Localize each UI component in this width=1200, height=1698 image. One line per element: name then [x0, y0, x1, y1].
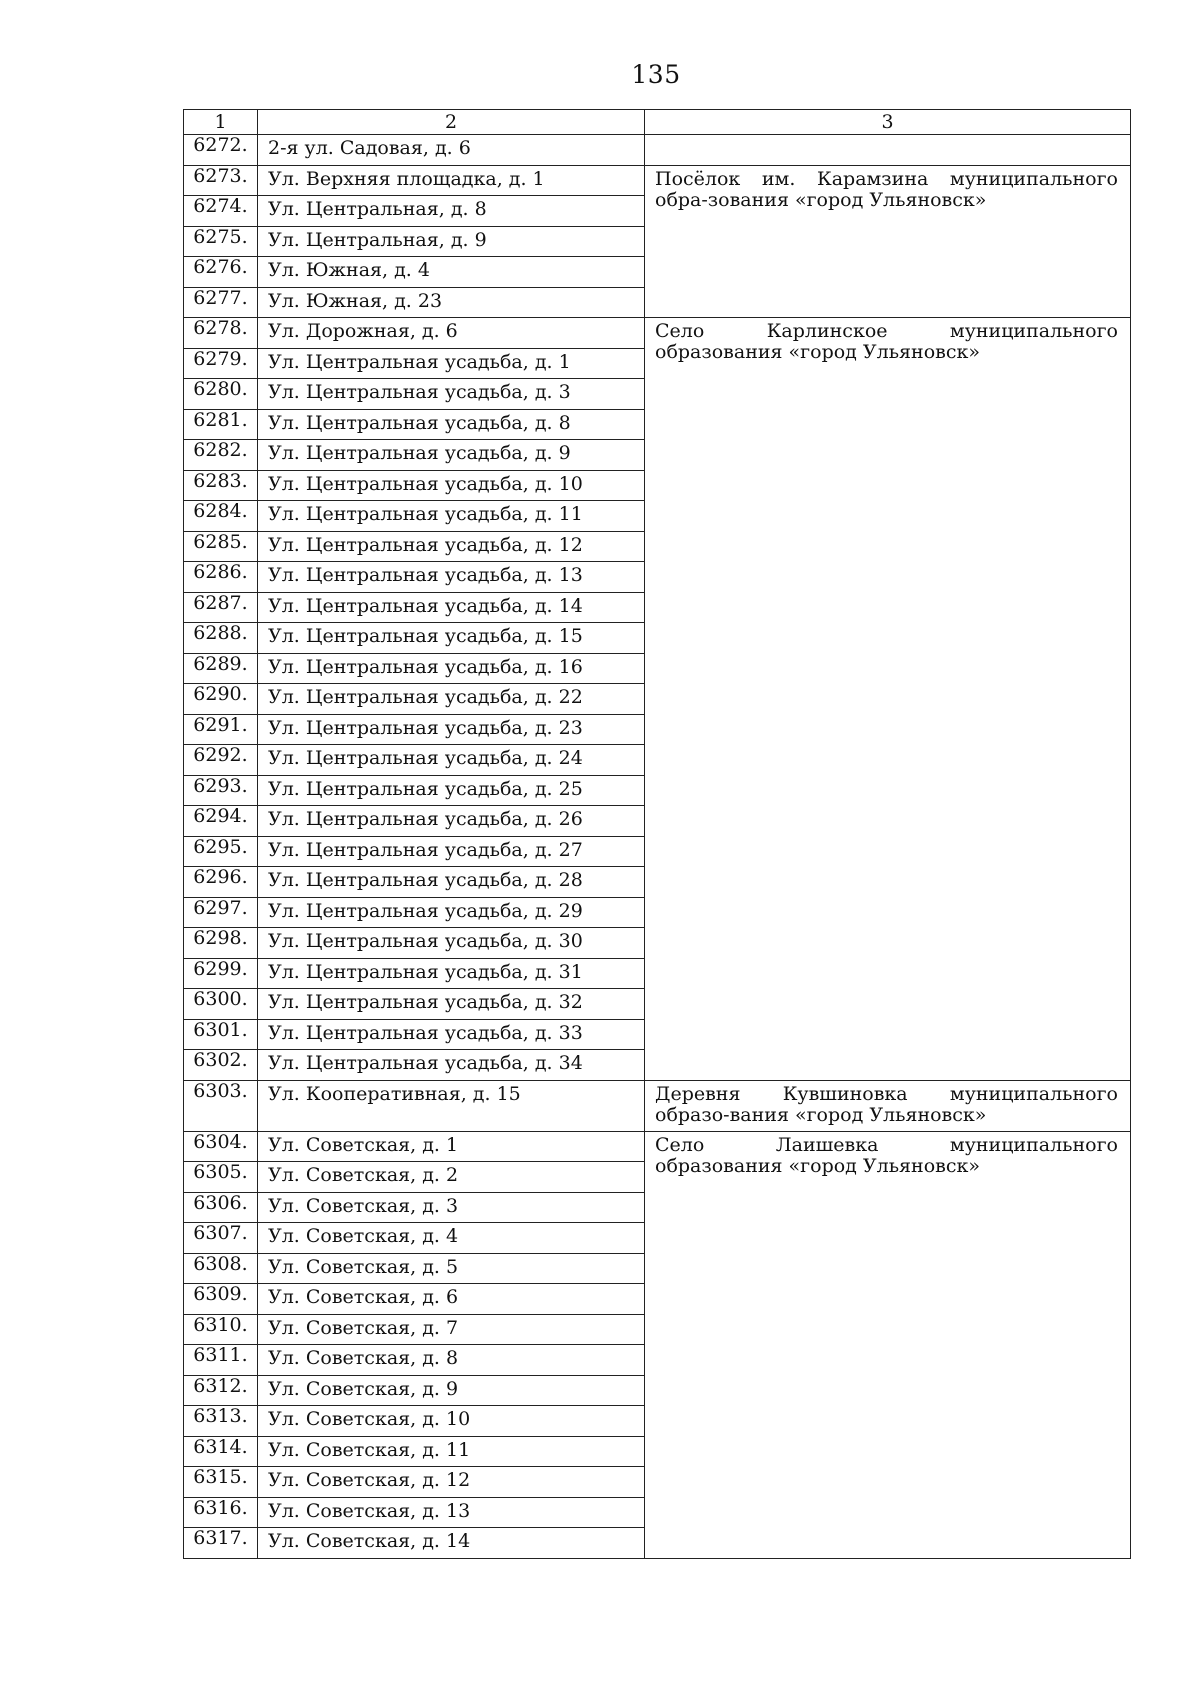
- row-address: Ул. Кооперативная, д. 15: [258, 1080, 645, 1131]
- row-address: Ул. Центральная усадьба, д. 10: [258, 470, 645, 501]
- row-number: 6310.: [184, 1314, 258, 1345]
- row-address: Ул. Советская, д. 1: [258, 1131, 645, 1162]
- row-address: Ул. Центральная усадьба, д. 3: [258, 379, 645, 410]
- row-number: 6308.: [184, 1253, 258, 1284]
- table-row: [184, 135, 1131, 166]
- row-number: 6273.: [184, 165, 258, 196]
- row-address: Ул. Дорожная, д. 6: [258, 318, 645, 349]
- location-text: Деревня Кувшиновка муниципального образо-вания «город Ульяновск»: [655, 1082, 1118, 1126]
- row-number: 6300.: [184, 989, 258, 1020]
- row-address: Ул. Центральная усадьба, д. 1: [258, 348, 645, 379]
- row-address: Ул. Верхняя площадка, д. 1: [258, 165, 645, 196]
- row-number: 6306.: [184, 1192, 258, 1223]
- row-number: 6283.: [184, 470, 258, 501]
- location-cell: [645, 1080, 1131, 1131]
- table-row: [184, 1080, 1131, 1131]
- row-number: 6293.: [184, 775, 258, 806]
- location-cell: [645, 165, 1131, 318]
- row-address: Ул. Центральная усадьба, д. 27: [258, 836, 645, 867]
- row-address: Ул. Центральная усадьба, д. 15: [258, 623, 645, 654]
- row-address: Ул. Советская, д. 5: [258, 1253, 645, 1284]
- register-table: [183, 109, 1131, 1559]
- row-address: Ул. Советская, д. 13: [258, 1497, 645, 1528]
- row-address: Ул. Центральная усадьба, д. 29: [258, 897, 645, 928]
- row-number: 6291.: [184, 714, 258, 745]
- row-number: 6272.: [184, 135, 258, 166]
- row-number: 6301.: [184, 1019, 258, 1050]
- row-address: Ул. Центральная усадьба, д. 11: [258, 501, 645, 532]
- row-number: 6309.: [184, 1284, 258, 1315]
- row-number: 6307.: [184, 1223, 258, 1254]
- row-address: Ул. Советская, д. 9: [258, 1375, 645, 1406]
- table-body: [184, 135, 1131, 1559]
- row-number: 6313.: [184, 1406, 258, 1437]
- table-row: [184, 1131, 1131, 1162]
- row-address: Ул. Центральная усадьба, д. 16: [258, 653, 645, 684]
- location-text: Село Лаишевка муниципального образования «город Ульяновск»: [655, 1133, 1118, 1177]
- row-address: Ул. Советская, д. 3: [258, 1192, 645, 1223]
- row-address: Ул. Центральная усадьба, д. 13: [258, 562, 645, 593]
- row-address: Ул. Советская, д. 14: [258, 1528, 645, 1559]
- column-header-number: 1: [184, 110, 258, 135]
- row-address: Ул. Советская, д. 10: [258, 1406, 645, 1437]
- row-address: Ул. Советская, д. 6: [258, 1284, 645, 1315]
- row-number: 6298.: [184, 928, 258, 959]
- row-number: 6316.: [184, 1497, 258, 1528]
- row-number: 6317.: [184, 1528, 258, 1559]
- row-number: 6279.: [184, 348, 258, 379]
- row-number: 6314.: [184, 1436, 258, 1467]
- column-header-location: 3: [645, 110, 1131, 135]
- row-number: 6290.: [184, 684, 258, 715]
- row-address: Ул. Советская, д. 2: [258, 1162, 645, 1193]
- page-number: 135: [631, 60, 681, 89]
- row-address: Ул. Центральная усадьба, д. 33: [258, 1019, 645, 1050]
- row-address: Ул. Советская, д. 8: [258, 1345, 645, 1376]
- location-text: Посёлок им. Карамзина муниципального обра-зования «город Ульяновск»: [655, 167, 1118, 211]
- location-text: Село Карлинское муниципального образования «город Ульяновск»: [655, 320, 1118, 364]
- row-address: Ул. Центральная, д. 9: [258, 226, 645, 257]
- row-number: 6297.: [184, 897, 258, 928]
- table-row: [184, 165, 1131, 196]
- row-address: Ул. Центральная усадьба, д. 22: [258, 684, 645, 715]
- row-number: 6294.: [184, 806, 258, 837]
- row-number: 6286.: [184, 562, 258, 593]
- row-address: Ул. Центральная усадьба, д. 26: [258, 806, 645, 837]
- row-address: Ул. Советская, д. 7: [258, 1314, 645, 1345]
- row-number: 6289.: [184, 653, 258, 684]
- row-address: Ул. Центральная усадьба, д. 25: [258, 775, 645, 806]
- row-number: 6284.: [184, 501, 258, 532]
- row-number: 6274.: [184, 196, 258, 227]
- row-address: Ул. Центральная, д. 8: [258, 196, 645, 227]
- location-cell: [645, 318, 1131, 1081]
- row-address: Ул. Центральная усадьба, д. 28: [258, 867, 645, 898]
- row-address: Ул. Советская, д. 11: [258, 1436, 645, 1467]
- row-number: 6295.: [184, 836, 258, 867]
- row-address: Ул. Центральная усадьба, д. 34: [258, 1050, 645, 1081]
- row-number: 6311.: [184, 1345, 258, 1376]
- table-header: [184, 110, 1131, 135]
- row-number: 6288.: [184, 623, 258, 654]
- row-number: 6312.: [184, 1375, 258, 1406]
- row-number: 6299.: [184, 958, 258, 989]
- row-number: 6292.: [184, 745, 258, 776]
- row-address: Ул. Центральная усадьба, д. 24: [258, 745, 645, 776]
- row-number: 6302.: [184, 1050, 258, 1081]
- header-row: [184, 110, 1131, 135]
- row-address: Ул. Центральная усадьба, д. 32: [258, 989, 645, 1020]
- row-address: Ул. Южная, д. 4: [258, 257, 645, 288]
- row-address: Ул. Центральная усадьба, д. 31: [258, 958, 645, 989]
- row-number: 6282.: [184, 440, 258, 471]
- row-address: Ул. Центральная усадьба, д. 8: [258, 409, 645, 440]
- location-cell: [645, 135, 1131, 166]
- row-number: 6296.: [184, 867, 258, 898]
- row-number: 6280.: [184, 379, 258, 410]
- row-address: Ул. Советская, д. 12: [258, 1467, 645, 1498]
- table-row: [184, 318, 1131, 349]
- row-address: Ул. Советская, д. 4: [258, 1223, 645, 1254]
- row-address: Ул. Центральная усадьба, д. 14: [258, 592, 645, 623]
- row-address: Ул. Центральная усадьба, д. 12: [258, 531, 645, 562]
- row-address: 2-я ул. Садовая, д. 6: [258, 135, 645, 166]
- row-number: 6287.: [184, 592, 258, 623]
- row-number: 6285.: [184, 531, 258, 562]
- location-cell: [645, 1131, 1131, 1558]
- row-number: 6275.: [184, 226, 258, 257]
- row-address: Ул. Центральная усадьба, д. 30: [258, 928, 645, 959]
- row-address: Ул. Южная, д. 23: [258, 287, 645, 318]
- row-number: 6303.: [184, 1080, 258, 1131]
- row-number: 6278.: [184, 318, 258, 349]
- row-number: 6277.: [184, 287, 258, 318]
- row-number: 6304.: [184, 1131, 258, 1162]
- row-number: 6276.: [184, 257, 258, 288]
- row-address: Ул. Центральная усадьба, д. 9: [258, 440, 645, 471]
- row-number: 6281.: [184, 409, 258, 440]
- row-number: 6305.: [184, 1162, 258, 1193]
- row-address: Ул. Центральная усадьба, д. 23: [258, 714, 645, 745]
- row-number: 6315.: [184, 1467, 258, 1498]
- column-header-address: 2: [258, 110, 645, 135]
